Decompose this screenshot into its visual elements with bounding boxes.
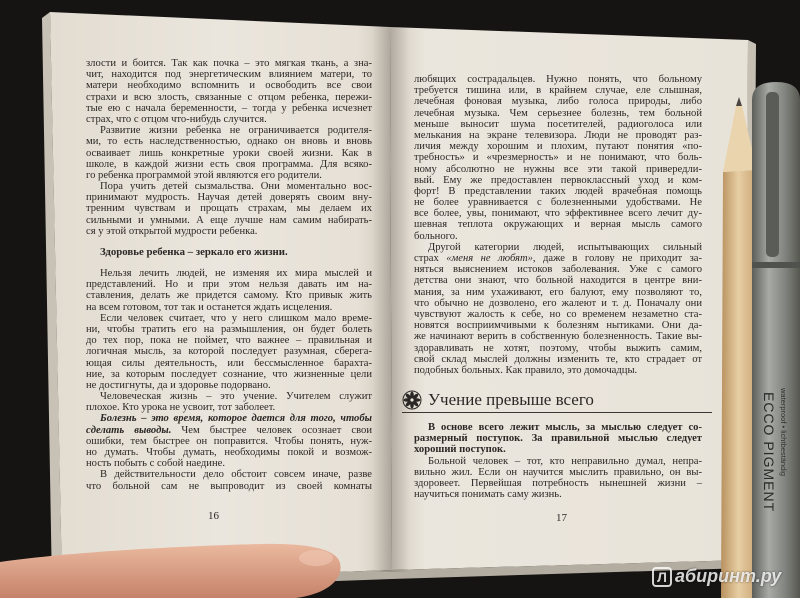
text-line: на всем готовом, тот так и останется ждать исцеления. bbox=[86, 301, 333, 313]
text-line: меньше выносит шума посетителей, радиоголоса или bbox=[414, 118, 702, 130]
text-line: размерный поступок. За правильной мыслью следует bbox=[414, 433, 702, 445]
thumbnail bbox=[299, 550, 333, 566]
text-line: не достигнуты, да и здоровье подорвано. bbox=[86, 379, 271, 391]
paragraph bbox=[86, 181, 372, 237]
text-line: научиться понимать саму жизнь. bbox=[414, 489, 562, 501]
paragraph bbox=[414, 422, 702, 456]
section-heading bbox=[402, 388, 712, 413]
book-spine-shadow bbox=[372, 26, 410, 572]
flower-ornament-icon bbox=[402, 390, 422, 410]
text-line: вильно жил. Если он научится мыслить правильно, он вы- bbox=[414, 466, 702, 478]
text-line: лечебная музыка. Чем серьезнее болезнь, тем больной bbox=[414, 107, 702, 119]
left-page-number: 16 bbox=[208, 510, 219, 522]
text-line: страхи и всю злость, связанные с отцом ребенка, пережи- bbox=[86, 91, 372, 103]
text-line: ошибки, тем быстрее он поправится. Чтобы понять, нуж- bbox=[86, 435, 372, 447]
text-line: что больной сам не выпроводит из своей комнаты bbox=[86, 480, 372, 492]
text-line: что обычно не дозволено, его жалеют и т. д. Поначалу они bbox=[414, 297, 702, 309]
text-line: представлений. Но и при этом нельзя давать им на- bbox=[86, 279, 372, 291]
text-line: Другой категории людей, испытывающих сильный bbox=[428, 241, 702, 253]
text-line: Развитие жизни ребенка не ограничивается родителя- bbox=[100, 125, 372, 137]
right_page-text-column bbox=[414, 74, 702, 500]
right-page-number: 17 bbox=[556, 512, 567, 524]
text-line: требность» и «чрезмерность» и не понимают, что боль- bbox=[414, 152, 702, 164]
paragraph bbox=[86, 391, 372, 413]
text-line: мания, за ним ухаживают, его балуют, ему позволяют то, bbox=[414, 286, 702, 298]
text-line: ся у этой открытой мудрости ребенка. bbox=[86, 225, 258, 237]
paragraph bbox=[414, 456, 702, 501]
text-line: не более уравнивается с болезненными удобствами. Не bbox=[414, 197, 702, 209]
text-line: ность побыть с собой наедине. bbox=[86, 458, 225, 470]
paragraph bbox=[414, 74, 702, 242]
left_page-text-column bbox=[86, 58, 372, 492]
text-line: ставления, делать же придется самому. Кто привык жить bbox=[86, 290, 372, 302]
text-line: новятся восприимчивыми к болезням нытиками. Они да- bbox=[414, 320, 702, 332]
text-line: тренним чувствам и прощать страхам, мы делаем их bbox=[86, 203, 372, 215]
text-line: Больной человек – тот, кто неправильно думал, непра- bbox=[428, 455, 702, 467]
text-line: ни, чтобы тратить его на размышления, он будет болеть bbox=[86, 323, 372, 335]
paragraph bbox=[86, 469, 372, 491]
text-line: злости и боится. Так как почка – это мягкая ткань, а зна- bbox=[86, 58, 372, 69]
text-line: матери необходимо вспомнить и освободить все свои bbox=[86, 80, 372, 92]
text-line: логичная мысль, за которой последует разумная, сберега- bbox=[86, 346, 372, 358]
pen-brand-label: ECCO PIGMENT bbox=[761, 392, 777, 513]
paragraph bbox=[86, 125, 372, 181]
text-line: же начинают верить в собственную болезненность. Такие вы- bbox=[414, 331, 702, 343]
text-line: Пора учить детей сызмальства. Они моментально вос- bbox=[100, 181, 372, 193]
text-line: мелькания на экране телевизора. Люди не проводят раз- bbox=[414, 129, 702, 141]
watermark-text: абиринт.ру bbox=[675, 566, 782, 586]
pen bbox=[752, 82, 800, 598]
text-line: свой склад мыслей должны изменить те, кто страдает от bbox=[414, 353, 702, 365]
text-run: , даже в голову не приходит за- bbox=[532, 253, 702, 264]
text-line: требуется тишина или, в крайнем случае, еле слышная, bbox=[414, 85, 702, 97]
text-line: сильными и умными. А еще лучше нам самим набирать- bbox=[86, 214, 372, 226]
text-line: го ребенка программой этой являются его родители. bbox=[86, 169, 322, 181]
paragraph bbox=[86, 58, 372, 125]
text-line: ми, то есть наследственностью, однако он вновь и вновь bbox=[86, 136, 372, 148]
text-line: больного. bbox=[414, 230, 458, 242]
section-heading bbox=[100, 246, 372, 258]
text-line bbox=[86, 425, 372, 436]
paragraph bbox=[86, 268, 372, 313]
text-line bbox=[414, 253, 702, 264]
text-line: детства они знают, что больной находится в центре вни- bbox=[414, 275, 702, 287]
text-run: Болезнь – это время, которое дается для того, чтобы bbox=[100, 413, 372, 425]
text-line: Человеческая жизнь – это учение. Учителем служит bbox=[100, 391, 372, 403]
text-line: В основе всего лежит мысль, за мыслью следует со- bbox=[428, 422, 702, 434]
text-line: подобных больных. Как правило, это домочадцы. bbox=[414, 364, 638, 376]
text-line: чит, находится под энергетическим влиянием матери, то bbox=[86, 69, 372, 81]
pen-cap-ring bbox=[752, 262, 800, 268]
text-run: сделать выводы. bbox=[86, 424, 172, 436]
section-heading-text: Учение превыше всего bbox=[428, 390, 594, 410]
pen-small-label: waterproof • lichtbeständig bbox=[779, 388, 788, 477]
text-run: Чем быстрее человек осознает свои bbox=[171, 424, 373, 436]
text-line: Если человек считает, что у него слишком мало време- bbox=[100, 312, 372, 324]
text-line: тые ею с начала беременности, – тогда у ребенка исчезнет bbox=[86, 102, 372, 114]
text-line: вый. Ему же предоставлен первоклассный уход и ком- bbox=[414, 174, 702, 186]
text-line: ному абсолютно не нужны все эти такой привередли- bbox=[414, 163, 702, 175]
text-line: все более, увы, понимают, что эффективнее всего лечит ду- bbox=[414, 208, 702, 220]
text-line: здоровеет. Первейшая потребность нынешней жизни – bbox=[414, 478, 702, 489]
text-line: ющая силы деятельность, или бессмысленное барахта- bbox=[86, 357, 372, 369]
text-line: принимают мудрость. Научая детей доверять своим вну- bbox=[86, 192, 372, 204]
text-line: ние, за которым последует сознание, что жизненные цели bbox=[86, 368, 372, 380]
text-line: до тех пор, пока не поймет, что важнее – правильная и bbox=[86, 335, 372, 347]
paragraph bbox=[86, 413, 372, 469]
text-line: личия между хорошим и плохим, путают понятия «по- bbox=[414, 141, 702, 153]
text-line bbox=[86, 413, 372, 424]
text-line: форт! В представлении таких людей врачебная помощь bbox=[414, 185, 702, 197]
text-line: школе, в каждой жизни есть своя программа. Для всяко- bbox=[86, 158, 372, 170]
text-line: чувствуют жалость к себе, но со временем незаметно ста- bbox=[414, 308, 702, 320]
watermark bbox=[652, 566, 781, 587]
text-line: плохое. Кто урока не усвоит, тот заболеет. bbox=[86, 402, 276, 414]
text-line: любящих сострадальцев. Нужно понять, что больному bbox=[414, 74, 702, 85]
text-line: страх, что с отцом что-нибудь случится. bbox=[86, 113, 267, 125]
text-line: хороший поступок. bbox=[414, 444, 506, 456]
paragraph bbox=[86, 313, 372, 391]
text-line: лечебная фоновая музыка, либо голоса природы, либо bbox=[414, 96, 702, 108]
paragraph bbox=[414, 242, 702, 376]
watermark-logo: Л bbox=[652, 567, 672, 587]
text-line: шевная теплота окружающих и верная мысль самого bbox=[414, 219, 702, 231]
text-run: страх bbox=[414, 253, 447, 264]
text-line: здоравливать не хотят, поэтому, чтобы выжить самим, bbox=[414, 342, 702, 354]
text-line: Нельзя лечить людей, не изменяя их мира мыслей и bbox=[100, 268, 372, 279]
text-run: «меня не любят» bbox=[446, 253, 533, 264]
text-line: осваивает лишь конкретные уроки своей жизни. Как в bbox=[86, 147, 372, 159]
section-heading-text: Здоровье ребенка – зеркало его жизни. bbox=[100, 246, 288, 258]
text-line: но думать. Чтобы думать, необходимы покой и возмож- bbox=[86, 447, 372, 458]
text-line: няться выяснением истоков заболевания. Уже с самого bbox=[414, 264, 702, 276]
text-line: В действительности дело обстоит совсем иначе, разве bbox=[100, 469, 372, 481]
pen-clip bbox=[766, 92, 779, 257]
